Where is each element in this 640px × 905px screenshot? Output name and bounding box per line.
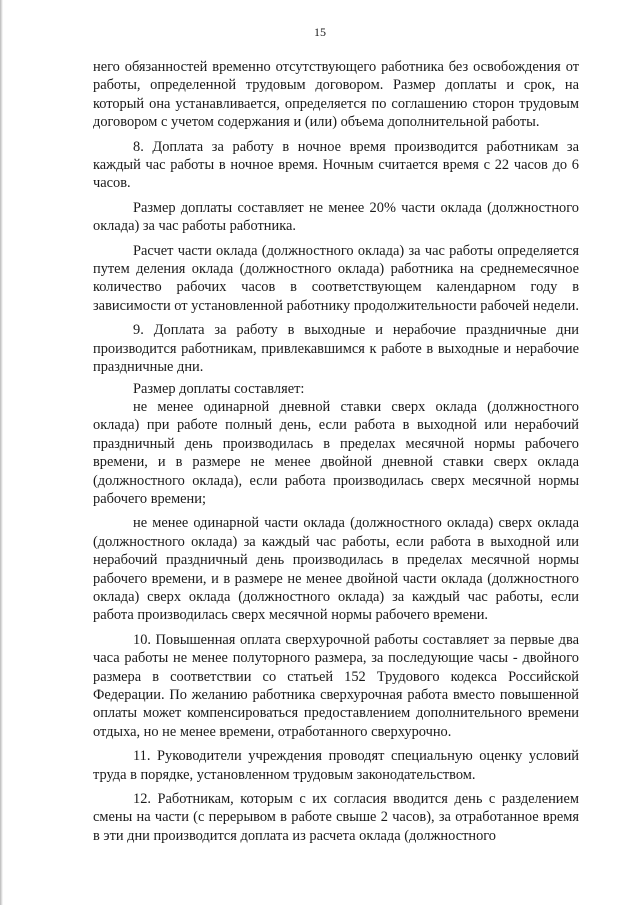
paragraph-hourly-rate: не менее одинарной части оклада (должностного оклада) сверх оклада (должностного оклада) за каждый час работы, если работа в выходной или нерабочий праздничный день производилась в пределах месячной нормы рабочего времени, и в размере не менее двойной части оклада (должностного оклада) сверх оклада (должностного оклада) за каждый час работы, если работа производилась сверх месячной нормы рабочего времени.	[93, 515, 579, 624]
paragraph-item-8: 8. Доплата за работу в ночное время производится работникам за каждый час работы в ночное время. Ночным считается время с 22 часов до 6 часов.	[93, 138, 579, 192]
paragraph-daily-rate: не менее одинарной дневной ставки сверх оклада (должностного оклада) при работе полный день, если работа в выходной или нерабочий праздничный день производилась в пределах месячной нормы рабочего времени, и в размере не менее двойной дневной ставки сверх оклада (должностного оклада), если работа производилась сверх месячной нормы рабочего времени;	[93, 398, 579, 507]
paragraph-continuation: него обязанностей временно отсутствующего работника без освобождения от работы, определенной трудовым договором. Размер доплаты и срок, на который она устанавливается, определяется по соглашению сторон трудовым договором с учетом содержания и (или) объема дополнительной работы.	[93, 59, 579, 131]
document-body	[93, 58, 579, 845]
scan-edge-shadow	[0, 0, 3, 905]
paragraph-item-10: 10. Повышенная оплата сверхурочной работы составляет за первые два часа работы не менее полуторного размера, за последующие часы - двойного размера в соответствии со статьей 152 Трудового кодекса Российской Федерации. По желанию работника сверхурочная работа вместо повышенной оплаты может компенсироваться предоставлением дополнительного времени отдыха, но не менее времени, отработанного сверхурочно.	[93, 631, 579, 740]
paragraph-item-11: 11. Руководители учреждения проводят специальную оценку условий труда в порядке, установленном трудовым законодательством.	[93, 748, 579, 783]
paragraph-item-12: 12. Работникам, которым с их согласия вводится день с разделением смены на части (с перерывом в работе свыше 2 часов), за отработанное время в эти дни производится доплата из расчета оклада (должностного	[93, 791, 579, 844]
paragraph-hourly-calculation: Расчет части оклада (должностного оклада) за час работы определяется путем деления оклада (должностного оклада) работника на среднемесячное количество рабочих часов в соответствующем календарном году в зависимости от установленной работнику продолжительности рабочей недели.	[93, 242, 579, 314]
paragraph-rate-intro: Размер доплаты составляет:	[133, 380, 305, 397]
paragraph-night-rate: Размер доплаты составляет не менее 20% части оклада (должностного оклада) за час работы работника.	[93, 199, 579, 235]
page-number: 15	[314, 25, 326, 39]
paragraph-item-9: 9. Доплата за работу в выходные и нерабочие праздничные дни производится работникам, привлекавшимся к работе в выходные и нерабочие праздничные дни.	[93, 322, 579, 376]
